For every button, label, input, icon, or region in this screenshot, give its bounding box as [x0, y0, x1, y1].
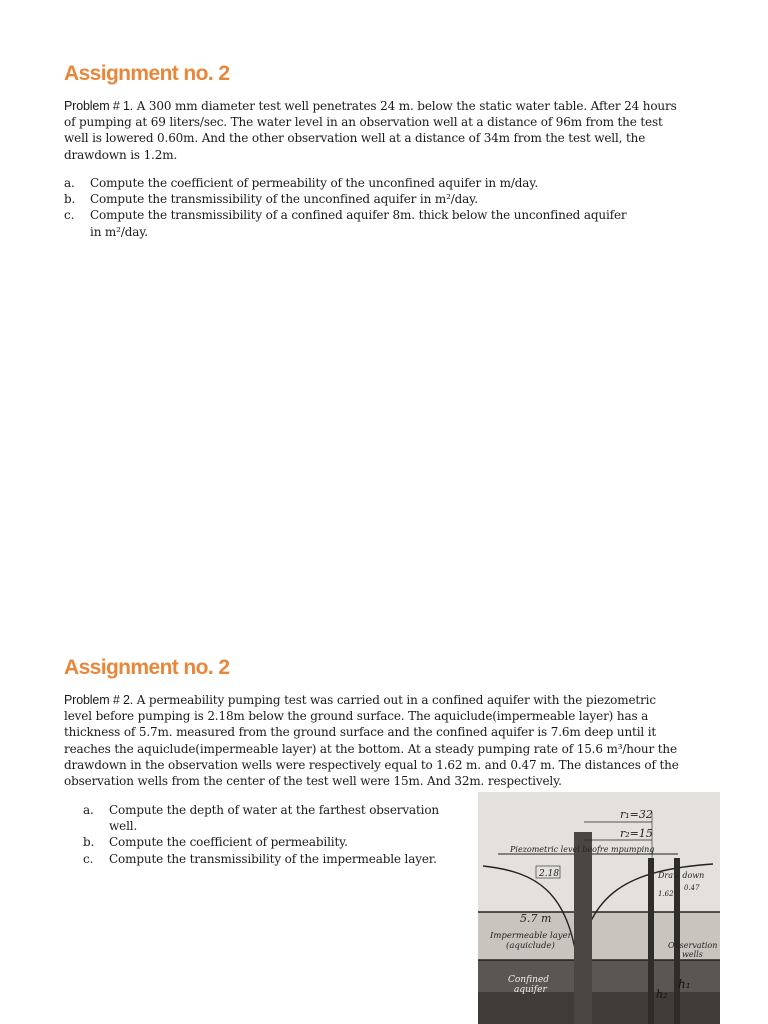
list-item-continuation: [64, 224, 650, 240]
list-item: [64, 207, 650, 223]
h1-label: h₁: [678, 977, 691, 991]
assignment-heading-2: Assignment no. 2: [64, 656, 230, 679]
list-item: [83, 834, 469, 850]
r1-label: r₁=32: [620, 808, 653, 821]
list-item: [64, 175, 650, 191]
depth-2-18-label: 2.18: [539, 869, 560, 879]
aquifer-diagram: [478, 792, 720, 1024]
impermeable-label: Impermeable layer: [490, 931, 572, 941]
question-text: Compute the transmissibility of a confined aquifer 8m. thick below the unconfined aquifer: [90, 208, 627, 223]
aquiclude-label: (aquiclude): [506, 941, 555, 951]
question-text: Compute the coefficient of permeability of the unconfined aquifer in m/day.: [90, 176, 539, 190]
question-text-continuation: in m²/day.: [90, 224, 148, 239]
aquifer-shade: [478, 992, 720, 1024]
question-text: Compute the transmissibility of the unconfined aquifer in m²/day.: [90, 192, 478, 207]
list-marker: c.: [83, 851, 94, 866]
list-marker: b.: [83, 835, 95, 850]
problem-1-label: Problem # 1.: [64, 99, 134, 113]
question-text: Compute the depth of water at the farthest observation well.: [109, 803, 439, 834]
list-item: [83, 802, 469, 834]
list-marker: a.: [64, 176, 75, 190]
aquifer-label: aquifer: [514, 985, 547, 995]
problem-1-text: [64, 98, 684, 163]
h2-label: h₂: [656, 988, 668, 1001]
list-marker: b.: [64, 192, 76, 207]
problem-1-questions: [64, 175, 650, 240]
question-text: Compute the coefficient of permeability.: [109, 835, 348, 850]
drawdown-162-label: 1.62: [658, 890, 674, 898]
depth-5-7-label: 5.7 m: [520, 912, 552, 925]
list-marker: c.: [64, 208, 75, 223]
observation-label: Observation: [668, 941, 718, 950]
problem-2-text: [64, 692, 684, 789]
observation-well-1: [648, 858, 654, 1024]
draw-down-label: Draw down: [658, 871, 705, 880]
list-item: [64, 191, 650, 207]
list-marker: a.: [83, 803, 94, 817]
piezometric-label: Piezometric level beofre mpumping: [510, 845, 655, 854]
test-well: [574, 832, 592, 1024]
r2-label: r₂=15: [620, 827, 653, 840]
drawdown-047-label: 0.47: [684, 884, 700, 892]
question-text: Compute the transmissibility of the impermeable layer.: [109, 851, 437, 866]
problem-2-label: Problem # 2.: [64, 693, 134, 707]
confined-label: Confined: [508, 975, 549, 985]
problem-1-body: A 300 mm diameter test well penetrates 24 m. below the static water table. After 24 hours of pumping at 69 liters/sec. The water level in an observation well at a distance of 96m from the test well is lowered 0.60m. And the other observation well at a distance of 34m from the test well, the drawdown is 1.2m.: [64, 99, 677, 162]
wells-label: wells: [682, 950, 703, 959]
aquifer-diagram-photo: [478, 792, 720, 1024]
problem-2-body: A permeability pumping test was carried out in a confined aquifer with the piezometric level before pumping is 2.18m below the ground surface. The aquiclude(impermeable layer) has a thickness of 5.7m. measured from the ground surface and the confined aquifer is 7.6m deep until it reaches the aquiclude(impermeable layer) at the bottom. At a steady pumping rate of 15.6 m³/hour the drawdown in the observation wells were respectively equal to 1.62 m. and 0.47 m. The distances of the observation wells from the center of the test well were 15m. And 32m. respectively.: [64, 693, 679, 789]
problem-2-questions: [83, 802, 469, 867]
assignment-heading-1: Assignment no. 2: [64, 62, 230, 85]
list-item: [83, 851, 469, 867]
